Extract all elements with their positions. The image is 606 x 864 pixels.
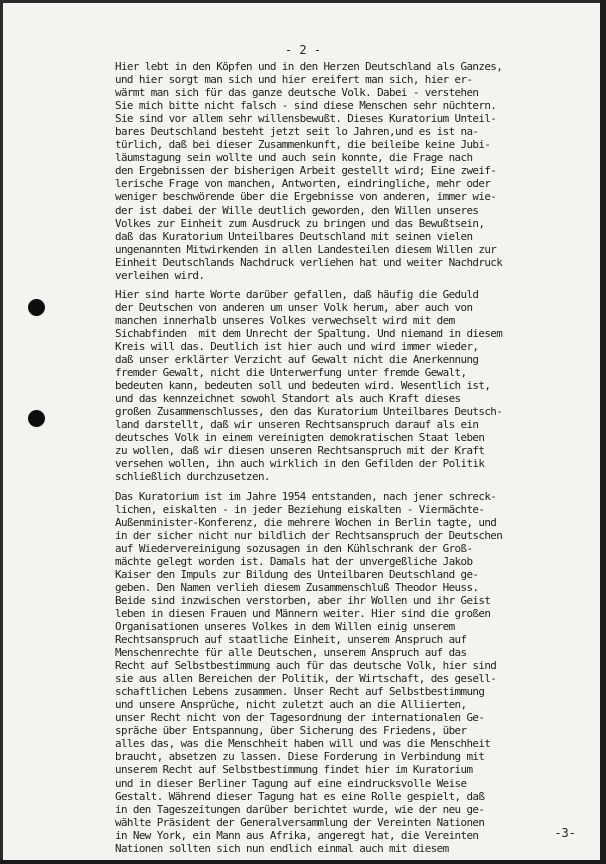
scan-border-right bbox=[600, 0, 606, 864]
text-line: versehen wollen, ihn auch wirklich in den Gefilden der Politik bbox=[115, 457, 485, 471]
scan-border-top bbox=[0, 0, 606, 3]
text-line: Gestalt. Während dieser Tagung hat es eine Rolle gespielt, daß bbox=[115, 789, 485, 803]
page-number: - 2 - bbox=[284, 43, 322, 57]
text-line: Rechtsanspruch auf staatliche Einheit, unserem Anspruch auf bbox=[115, 633, 467, 647]
typewritten-body bbox=[115, 60, 585, 855]
text-line: und unsere Ansprüche, nicht zuletzt auch an die Alliierten, bbox=[115, 698, 467, 712]
text-line: Sie sind vor allem sehr willensbewußt. Dieses Kuratorium Unteil- bbox=[115, 112, 497, 126]
text-line: Kaiser den Impuls zur Bildung des Unteilbaren Deutschland ge- bbox=[115, 567, 479, 581]
text-line: alles das, was die Menschheit haben will und was die Menschheit bbox=[115, 737, 491, 751]
text-line: Hier lebt in den Köpfen und in den Herzen Deutschland als Ganzes, bbox=[115, 60, 503, 73]
text-line: Außenminister-Konferenz, die mehrere Wochen in Berlin tagte, und bbox=[115, 515, 497, 529]
text-line: und in dieser Berliner Tagung auf eine eindrucksvolle Weise bbox=[115, 776, 467, 790]
text-line: und das kennzeichnet sowohl Standort als auch Kraft dieses bbox=[115, 392, 461, 406]
text-line: lichen, eiskalten - in jeder Beziehung eiskalten - Viermächte- bbox=[115, 502, 485, 516]
text-line: lerische Frage von manchen, Antworten, eindringliche, mehr oder bbox=[115, 177, 491, 191]
text-line: Kreis will das. Deutlich ist hier auch und wird immer wieder, bbox=[115, 339, 479, 353]
paragraph bbox=[115, 60, 585, 282]
text-line: manchen innerhalb unseres Volkes verwechselt wird mit dem bbox=[115, 313, 455, 327]
text-line: ungenannten Mitwirkenden in allen Landesteilen diesem Willen zur bbox=[115, 242, 497, 256]
text-line: Organisationen unseres Volkes in dem Willen einig unserem bbox=[115, 619, 455, 633]
text-line: Nationen sollten sich nun endlich einmal auch mit diesem bbox=[115, 841, 449, 855]
text-line: großen Zusammenschlusses, den das Kuratorium Unteilbares Deutsch- bbox=[115, 405, 503, 419]
punch-hole-lower bbox=[28, 410, 45, 427]
text-line: daß unser erklärter Verzicht auf Gewalt nicht die Anerkennung bbox=[115, 353, 479, 367]
text-line: braucht, absetzen zu lassen. Diese Forderung in Verbindung mit bbox=[115, 750, 485, 764]
text-line: und hier sorgt man sich und hier ereifert man sich, hier er- bbox=[115, 73, 473, 87]
text-line: land darstellt, daß wir unseren Rechtsanspruch darauf als ein bbox=[115, 418, 479, 432]
text-line: verleihen wird. bbox=[115, 268, 205, 282]
text-line: Beide sind inzwischen verstorben, aber ihr Wollen und ihr Geist bbox=[115, 593, 491, 607]
text-line: Sie mich bitte nicht falsch - sind diese Menschen sehr nüchtern. bbox=[115, 99, 497, 113]
text-line: in New York, ein Mann aus Afrika, angeregt hat, die Vereinten bbox=[115, 828, 479, 842]
text-line: wärmt man sich für das ganze deutsche Volk. Dabei - verstehen bbox=[115, 86, 479, 100]
text-line: fremder Gewalt, nicht die Unterwerfung unter fremde Gewalt, bbox=[115, 366, 467, 380]
scan-border-left bbox=[0, 0, 3, 864]
text-line: Sichabfinden mit dem Unrecht der Spaltung. Und niemand in diesem bbox=[115, 326, 503, 340]
text-line: daß das Kuratorium Unteilbares Deutschland mit seinen vielen bbox=[115, 229, 473, 243]
text-line: in der sicher nicht nur bildlich der Rechtsanspruch der Deutschen bbox=[115, 528, 503, 542]
text-line: Einheit Deutschlands Nachdruck verliehen hat und weiter Nachdruck bbox=[115, 255, 503, 269]
text-line: schaftlichen Lebens zusammen. Unser Recht auf Selbstbestimmung bbox=[115, 685, 485, 699]
text-line: Menschenrechte für alle Deutschen, unserem Anspruch auf das bbox=[115, 646, 467, 660]
text-line: geben. Den Namen verlieh diesem Zusammenschluß Theodor Heuss. bbox=[115, 580, 479, 594]
text-line: bares Deutschland besteht jetzt seit lo Jahren,und es ist na- bbox=[115, 125, 479, 139]
text-line: schließlich durchzusetzen. bbox=[115, 470, 270, 484]
text-line: deutsches Volk in einem vereinigten demokratischen Staat leben bbox=[115, 431, 485, 445]
text-line: Recht auf Selbstbestimmung auch für das deutsche Volk, hier sind bbox=[115, 659, 497, 673]
text-line: zu wollen, daß wir diesen unseren Rechtsanspruch mit der Kraft bbox=[115, 444, 485, 458]
continuation-marker: -3- bbox=[554, 826, 576, 840]
text-line: spräche über Entspannung, über Sicherung des Friedens, über bbox=[115, 724, 467, 738]
text-line: wählte Präsident der Generalversammlung der Vereinten Nationen bbox=[115, 815, 485, 829]
text-line: Das Kuratorium ist im Jahre 1954 entstanden, nach jener schreck- bbox=[115, 489, 497, 503]
text-line: den Ergebnissen der bisherigen Arbeit gestellt wird; Eine zweif- bbox=[115, 164, 497, 178]
text-line: sie aus allen Bereichen der Politik, der Wirtschaft, des gesell- bbox=[115, 672, 497, 686]
text-line: bedeuten kann, bedeuten soll und bedeuten wird. Wesentlich ist, bbox=[115, 379, 491, 393]
text-line: türlich, daß bei dieser Zusammenkunft, die beileibe keine Jubi- bbox=[115, 138, 491, 152]
text-line: Volkes zur Einheit zum Ausdruck zu bringen und das Bewußtsein, bbox=[115, 216, 485, 230]
paragraph bbox=[115, 490, 585, 855]
text-line: leben in diesen Frauen und Männern weiter. Hier sind die großen bbox=[115, 606, 491, 620]
scan-border-bottom bbox=[0, 860, 606, 864]
text-line: läumstagung sein wollte und auch sein konnte, die Frage nach bbox=[115, 151, 473, 165]
text-line: Hier sind harte Worte darüber gefallen, daß häufig die Geduld bbox=[115, 287, 479, 301]
text-line: unserem Recht auf Selbstbestimmung findet hier im Kuratorium bbox=[115, 763, 473, 777]
text-line: mächte gelegt worden ist. Damals hat der unvergeßliche Jakob bbox=[115, 554, 473, 568]
text-line: der Deutschen von anderen um unser Volk herum, aber auch von bbox=[115, 300, 473, 314]
paragraph bbox=[115, 288, 585, 484]
text-line: weniger beschwörende über die Ergebnisse von anderen, immer wie- bbox=[115, 190, 497, 204]
text-line: auf Wiedervereinigung sozusagen in den Kühlschrank der Groß- bbox=[115, 541, 473, 555]
text-line: der ist dabei der Wille deutlich geworden, den Willen unseres bbox=[115, 203, 479, 217]
text-line: unser Recht nicht von der Tagesordnung der internationalen Ge- bbox=[115, 711, 485, 725]
text-line: in den Tageszeitungen darüber berichtet wurde, wie der neu ge- bbox=[115, 802, 485, 816]
punch-hole-upper bbox=[28, 299, 45, 316]
